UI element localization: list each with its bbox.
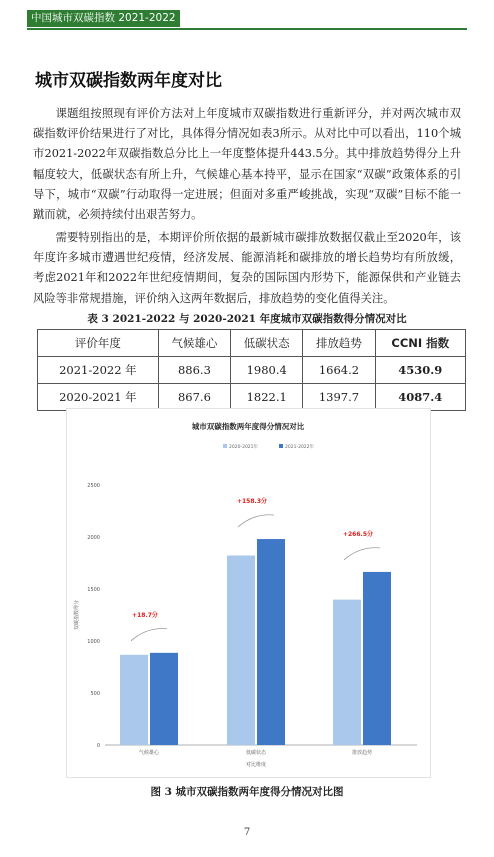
annotation-label: +158.3分 (236, 498, 268, 506)
running-header (27, 8, 467, 30)
y-tick-label: 1000 (87, 639, 100, 645)
annotation-arc (344, 548, 380, 560)
table-header-cell: CCNI 指数 (375, 330, 465, 357)
score-table (37, 329, 466, 411)
table-cell: 1822.1 (231, 384, 303, 411)
annotation-arc (131, 629, 167, 641)
section-title: 城市双碳指数两年度对比 (35, 71, 222, 91)
table-header-row (38, 330, 466, 357)
x-tick-label: 低碳状态 (245, 750, 267, 756)
table-caption: 表 3 2021-2022 与 2020-2021 年度城市双碳指数得分情况对比 (87, 313, 407, 325)
table-cell: 4087.4 (375, 384, 465, 411)
table-header-cell: 低碳状态 (231, 330, 303, 357)
page-number: 7 (243, 827, 251, 838)
y-tick-label: 2000 (87, 535, 100, 541)
body-paragraph-2: 需要特别指出的是，本期评价所依据的最新城市碳排放数据仅截止至2020年，该年度许多城市遭遇世纪疫情，经济发展、能源消耗和碳排放的增长趋势均有所放缓，考虑2021年和2022年世纪疫情期间，复杂的国际国内形势下，能源保供和产业链去风险等非常规措施，评价纳入这两年数据后，排放趋势的变化值得关注。 (33, 231, 461, 305)
table-cell: 4530.9 (375, 357, 465, 384)
figure-caption: 图 3 城市双碳指数两年度得分情况对比图 (150, 786, 344, 798)
legend-swatch (223, 444, 227, 448)
table-cell: 2020-2021 年 (38, 384, 159, 411)
y-tick-label: 1500 (87, 587, 100, 593)
chart-frame (66, 408, 431, 778)
bar (257, 539, 285, 745)
x-tick-label: 排放趋势 (351, 750, 373, 756)
table-cell: 2021-2022 年 (38, 357, 159, 384)
table-row (38, 357, 466, 384)
bar (227, 556, 255, 745)
table-header-cell: 评价年度 (38, 330, 159, 357)
y-tick-label: 500 (90, 691, 100, 697)
x-axis-label: 对比维度 (245, 762, 267, 768)
table-cell: 1980.4 (231, 357, 303, 384)
bar (363, 572, 391, 745)
y-axis-label: 双碳指数得分 (74, 599, 80, 631)
bar (333, 600, 361, 745)
chart-title: 城市双碳指数两年度得分情况对比 (191, 422, 305, 431)
bar (150, 653, 178, 745)
table-cell: 1397.7 (303, 384, 375, 411)
bar-chart (67, 409, 430, 777)
table-header-cell: 排放趋势 (303, 330, 375, 357)
annotation-label: +266.5分 (342, 530, 374, 538)
header-tag: 中国城市双碳指数 2021-2022 (27, 10, 180, 27)
annotation-label: +18.7分 (132, 611, 158, 619)
y-tick-label: 2500 (87, 483, 100, 489)
table-cell: 1664.2 (303, 357, 375, 384)
table-header-cell: 气候雄心 (158, 330, 230, 357)
table-cell: 886.3 (158, 357, 230, 384)
legend-label: 2020-2021年 (229, 445, 259, 450)
table-row (38, 384, 466, 411)
legend-swatch (279, 444, 283, 448)
x-tick-label: 气候雄心 (138, 750, 160, 756)
legend-label: 2021-2022年 (285, 445, 315, 450)
y-tick-label: 0 (96, 743, 100, 749)
annotation-arc (238, 515, 274, 527)
body-paragraph-1: 课题组按照现有评价方法对上年度城市双碳指数进行重新评分，并对两次城市双碳指数评价结果进行了对比，具体得分情况如表3所示。从对比中可以看出，110个城市2021-2022年双碳指数总分比上一年度整体提升443.5分。其中排放趋势得分上升幅度较大，低碳状态有所上升，气候雄心基本持平，显示在国家“双碳”政策体系的引导下，城市“双碳”行动取得一定进展；但面对多重严峻挑战，实现“双碳”目标不能一蹴而就，必须持续付出艰苦努力。 (33, 107, 461, 222)
bar (120, 655, 148, 745)
table-cell: 867.6 (158, 384, 230, 411)
